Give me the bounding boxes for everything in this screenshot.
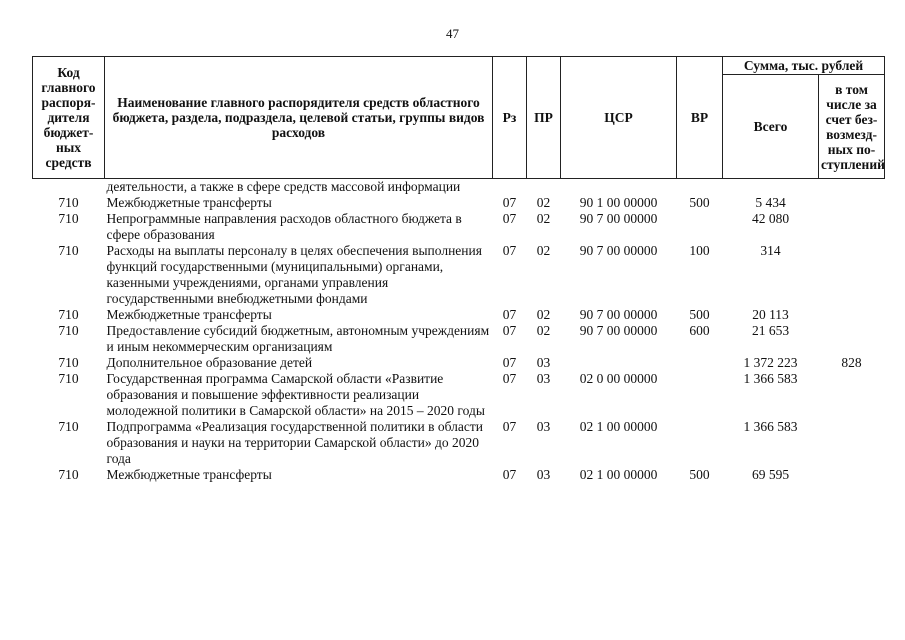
cell-free [819,419,885,467]
table-row [33,355,885,371]
header-sum: Сумма, тыс. рублей [723,57,885,75]
cell-csr: 90 7 00 00000 [579,323,658,338]
cell-free [819,467,885,483]
cell-pr: 03 [536,371,551,386]
header-free: в том числе за счет без-возмезд-ных по-ступлений [819,75,885,179]
cell-pr: 02 [536,243,551,258]
cell-code: 710 [58,467,79,482]
cell-csr [561,179,677,196]
table-row [33,179,885,196]
cell-free [819,179,885,196]
header-vr: ВР [677,57,723,179]
cell-pr: 02 [536,211,551,226]
cell-name: Межбюджетные трансферты [106,195,272,210]
cell-total: 69 595 [751,467,790,482]
cell-free: 828 [841,355,862,370]
cell-rz: 07 [502,323,517,338]
cell-csr: 90 1 00 00000 [579,195,658,210]
cell-pr: 02 [536,307,551,322]
cell-name: Расходы на выплаты персоналу в целях обеспечения выполнения функций государственными (муниципальными) органами, казенными учреждениями, органами управления государственными внебюджетными фондами [106,243,482,306]
budget-table [32,56,885,483]
cell-name: Дополнительное образование детей [106,355,313,370]
cell-vr: 500 [689,307,710,322]
cell-vr [677,371,723,419]
table-body [33,179,885,484]
cell-name: Подпрограмма «Реализация государственной политики в области образования и науки на территории Самарской области» до 2020 года [106,419,484,466]
cell-code: 710 [58,419,79,434]
cell-total: 42 080 [751,211,790,226]
cell-name: Государственная программа Самарской области «Развитие образования и повышение эффективности реализации молодежной политики в Самарской области» на 2015 – 2020 годы [106,371,485,418]
cell-free [819,195,885,211]
cell-total [723,179,819,196]
cell-csr: 90 7 00 00000 [579,243,658,258]
cell-rz: 07 [502,307,517,322]
cell-rz: 07 [502,355,517,370]
cell-free [819,243,885,307]
cell-vr [677,419,723,467]
cell-code: 710 [58,323,79,338]
header-pr: ПР [527,57,561,179]
cell-code: 710 [58,243,79,258]
header-total: Всего [723,75,819,179]
cell-rz: 07 [502,467,517,482]
cell-pr: 03 [536,419,551,434]
cell-name: Предоставление субсидий бюджетным, автономным учреждениям и иным некоммерческим организациям [106,323,490,354]
table-row [33,371,885,419]
cell-csr: 02 1 00 00000 [579,419,658,434]
page-number: 47 [446,26,459,41]
cell-csr: 90 7 00 00000 [579,307,658,322]
cell-vr [677,179,723,196]
table-row [33,211,885,243]
cell-rz: 07 [502,195,517,210]
cell-total: 1 366 583 [743,419,798,434]
cell-total: 1 372 223 [743,355,798,370]
cell-name: Межбюджетные трансферты [106,307,272,322]
cell-csr: 02 0 00 00000 [579,371,658,386]
header-code: Код главного распоря-дителя бюджет-ных средств [33,57,105,179]
cell-vr [677,355,723,371]
cell-vr: 500 [689,467,710,482]
cell-free [819,307,885,323]
cell-pr: 02 [536,323,551,338]
cell-csr: 02 1 00 00000 [579,467,658,482]
cell-csr [561,355,677,371]
cell-total: 5 434 [755,195,786,210]
cell-code [33,179,105,196]
cell-vr [677,211,723,243]
cell-code: 710 [58,307,79,322]
cell-csr: 90 7 00 00000 [579,211,658,226]
table-row [33,195,885,211]
cell-code: 710 [58,371,79,386]
cell-name: Межбюджетные трансферты [106,467,272,482]
cell-free [819,323,885,355]
table-row [33,243,885,307]
table-header [33,57,885,179]
cell-rz [493,179,527,196]
table-row [33,419,885,467]
cell-name: деятельности, а также в сфере средств массовой информации [106,179,461,194]
cell-rz: 07 [502,371,517,386]
header-rz: Рз [493,57,527,179]
cell-total: 21 653 [751,323,790,338]
header-csr: ЦСР [561,57,677,179]
cell-rz: 07 [502,243,517,258]
cell-pr: 03 [536,355,551,370]
cell-pr: 03 [536,467,551,482]
cell-vr: 100 [689,243,710,258]
table-row [33,307,885,323]
cell-total: 1 366 583 [743,371,798,386]
cell-vr: 600 [689,323,710,338]
cell-code: 710 [58,355,79,370]
cell-total: 20 113 [752,307,789,322]
cell-vr: 500 [689,195,710,210]
header-name: Наименование главного распорядителя средств областного бюджета, раздела, подраздела, целевой статьи, группы видов расходов [105,57,493,179]
cell-free [819,371,885,419]
cell-code: 710 [58,211,79,226]
cell-name: Непрограммные направления расходов областного бюджета в сфере образования [106,211,462,242]
cell-pr: 02 [536,195,551,210]
table-row [33,467,885,483]
cell-free [819,211,885,243]
table-row [33,323,885,355]
cell-code: 710 [58,195,79,210]
cell-total: 314 [760,243,781,258]
cell-rz: 07 [502,211,517,226]
cell-rz: 07 [502,419,517,434]
cell-pr [527,179,561,196]
